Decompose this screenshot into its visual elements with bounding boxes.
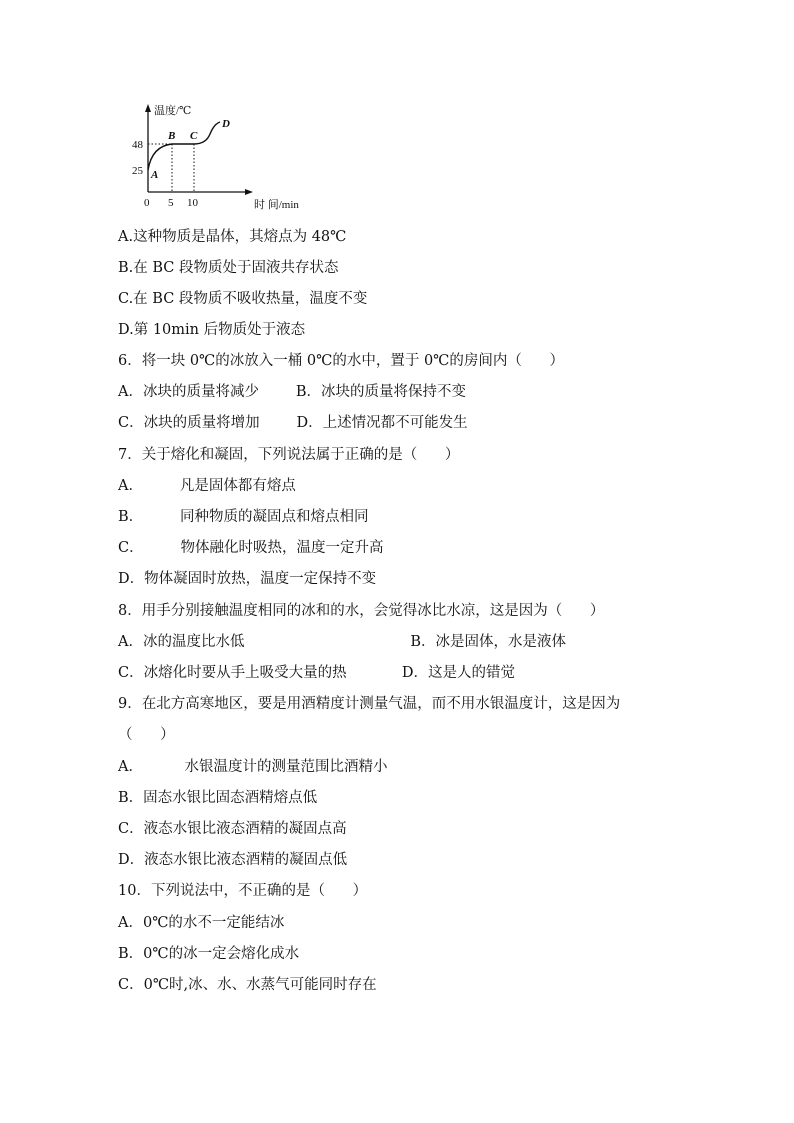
point-label-b: B [168,130,176,142]
question-8: 8．用手分别接触温度相同的冰和的水，会觉得冰比水凉，这是因为（ ） [118,603,605,619]
option-c-no-heat: C.在 BC 段物质不吸收热量，温度不变 [118,291,368,307]
q9-answer-bracket: （ ） [118,727,175,743]
question-9: 9．在北方高寒地区，要是用酒精度计测量气温，而不用水银温度计，这是因为 [118,696,621,712]
temperature-time-graph [126,96,299,214]
q8-options-ab: A．冰的温度比水低 B．冰是固体，水是液体 [118,634,567,650]
x-axis-arrow [245,189,253,195]
point-label-c: C [190,130,198,142]
q7-option-c: C． 物体融化时吸热，温度一定升高 [118,540,384,556]
y-axis-label: 温度/℃ [154,105,192,117]
q9-option-a: A． 水银温度计的测量范围比酒精小 [118,759,388,775]
q8-options-cd: C．冰熔化时要从手上吸受大量的热 D．这是人的错觉 [118,665,516,681]
q7-option-b: B． 同种物质的凝固点和熔点相同 [118,509,369,525]
question-7: 7．关于熔化和凝固，下列说法属于正确的是（ ） [118,447,460,463]
x-axis-label: 时 间/min [254,199,299,211]
q7-option-d: D．物体凝固时放热，温度一定保持不变 [118,571,377,587]
q10-option-b: B．0℃的冰一定会熔化成水 [118,946,300,962]
option-a-crystal: A.这种物质是晶体，其熔点为 48℃ [118,229,347,245]
y-tick-25: 25 [132,165,143,177]
point-label-a: A [151,169,159,181]
question-10: 10．下列说法中，不正确的是（ ） [118,883,368,899]
x-tick-5: 5 [168,197,174,209]
point-label-d: D [222,118,230,130]
q6-options-cd: C．冰块的质量将增加 D．上述情况都不可能发生 [118,415,468,431]
question-6: 6．将一块 0℃的冰放入一桶 0℃的水中，置于 0℃的房间内（ ） [118,353,565,369]
option-d-liquid: D.第 10min 后物质处于液态 [118,322,306,338]
q6-options-ab: A．冰块的质量将减少 B．冰块的质量将保持不变 [118,384,466,400]
y-axis-arrow [145,104,151,112]
q9-option-c: C．液态水银比液态酒精的凝固点高 [118,821,347,837]
y-tick-48: 48 [132,139,143,151]
q9-option-d: D．液态水银比液态酒精的凝固点低 [118,852,348,868]
option-b-coexist: B.在 BC 段物质处于固液共存状态 [118,260,339,276]
data-curve [148,122,220,170]
q10-option-c: C．0℃时,冰、水、水蒸气可能同时存在 [118,977,377,993]
graph-svg [126,96,299,214]
q9-option-b: B．固态水银比固态酒精熔点低 [118,790,318,806]
x-tick-10: 10 [187,197,198,209]
x-tick-0: 0 [144,197,150,209]
q7-option-a: A． 凡是固体都有熔点 [118,478,296,494]
q10-option-a: A．0℃的水不一定能结冰 [118,915,285,931]
